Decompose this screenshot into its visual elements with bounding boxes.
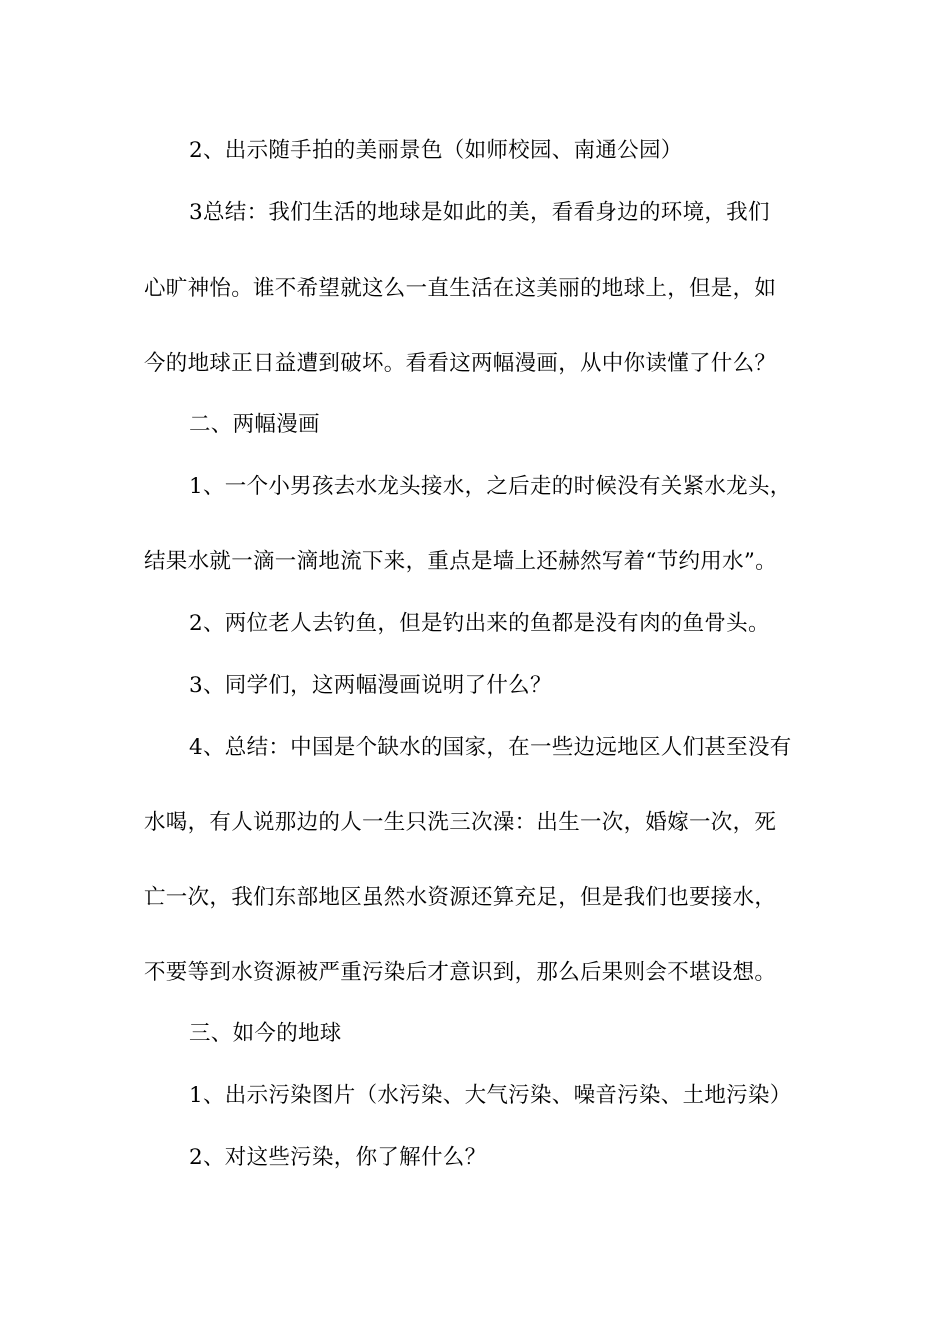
paragraph-line: 心旷神怡。谁不希望就这么一直生活在这美丽的地球上，但是，如 bbox=[144, 276, 777, 301]
paragraph-line: 亡一次，我们东部地区虽然水资源还算充足，但是我们也要接水， bbox=[144, 885, 777, 910]
paragraph-line: 3总结：我们生活的地球是如此的美，看看身边的环境，我们 bbox=[189, 200, 770, 225]
paragraph-line: 结果水就一滴一滴地流下来，重点是墙上还赫然写着“节约用水”。 bbox=[144, 549, 777, 574]
paragraph-line: 1、一个小男孩去水龙头接水，之后走的时候没有关紧水龙头， bbox=[189, 474, 792, 499]
section-heading: 三、如今的地球 bbox=[189, 1021, 342, 1046]
paragraph-line: 2、两位老人去钓鱼，但是钓出来的鱼都是没有肉的鱼骨头。 bbox=[189, 611, 770, 636]
paragraph-line: 不要等到水资源被严重污染后才意识到，那么后果则会不堪设想。 bbox=[144, 960, 777, 985]
section-heading: 二、两幅漫画 bbox=[189, 412, 320, 437]
paragraph-line: 4、总结：中国是个缺水的国家，在一些边远地区人们甚至没有 bbox=[189, 735, 792, 760]
paragraph-line: 3、同学们，这两幅漫画说明了什么？ bbox=[189, 673, 552, 698]
paragraph-line: 1、出示污染图片（水污染、大气污染、噪音污染、土地污染） bbox=[189, 1083, 792, 1108]
paragraph-line: 今的地球正日益遭到破坏。看看这两幅漫画，从中你读懂了什么？ bbox=[144, 351, 777, 376]
paragraph-line: 2、出示随手拍的美丽景色（如师校园、南通公园） bbox=[189, 138, 683, 163]
paragraph-line: 2、对这些污染，你了解什么？ bbox=[189, 1145, 487, 1170]
paragraph-line: 水喝，有人说那边的人一生只洗三次澡：出生一次，婚嫁一次，死 bbox=[144, 810, 777, 835]
